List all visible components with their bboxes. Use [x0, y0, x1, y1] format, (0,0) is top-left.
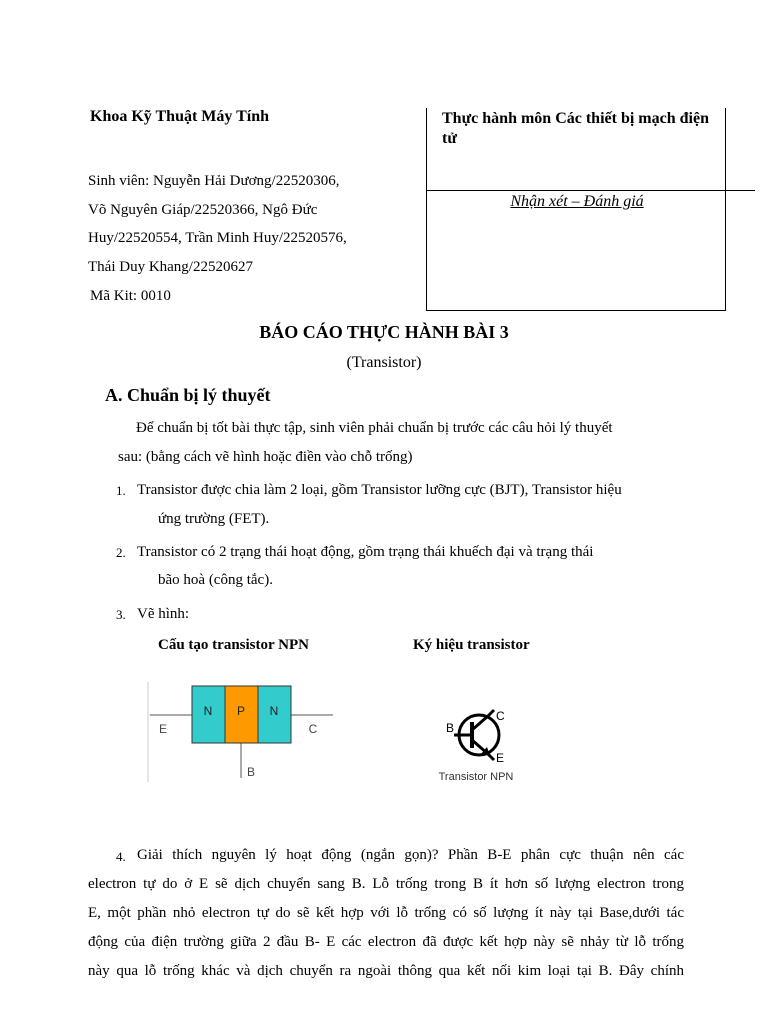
symbol-c-label: C	[496, 709, 505, 723]
npn-structure-diagram	[145, 682, 340, 784]
item-4-line-1	[137, 845, 684, 865]
review-box-divider	[427, 190, 755, 191]
item-4-line-1-text: Giải thích nguyên lý hoạt động (ngắn gọn)? Phần B-E phân cực thuận nên các	[137, 847, 684, 863]
student-line-4: Thái Duy Khang/22520627	[88, 259, 253, 275]
item-4-line-3	[88, 903, 684, 923]
item-2-line-2: bão hoà (công tắc).	[158, 572, 273, 588]
transistor-npn-symbol	[430, 700, 530, 786]
student-line-3: Huy/22520554, Trần Minh Huy/22520576,	[88, 230, 347, 246]
collector-label: C	[308, 722, 318, 736]
item-4-number: 4.	[116, 849, 126, 864]
transistor-symbol-caption: Ký hiệu transistor	[413, 637, 530, 653]
item-3-number: 3.	[116, 607, 126, 622]
npn-structure-caption: Cấu tạo transistor NPN	[158, 637, 309, 653]
student-line-1: Sinh viên: Nguyễn Hải Dương/22520306,	[88, 173, 340, 189]
item-4-line-4-text: động của điện trường giữa 2 đầu B- E các electron đã được kết hợp này sẽ nhảy từ lỗ trống	[88, 934, 684, 950]
symbol-b-label: B	[446, 721, 455, 735]
n-label-emitter: N	[203, 704, 213, 718]
symbol-collector-line	[472, 716, 488, 730]
item-4-line-5	[88, 961, 684, 981]
symbol-caption-label: Transistor NPN	[438, 771, 514, 783]
symbol-e-label: E	[496, 751, 505, 765]
review-label: Nhận xét – Đánh giá	[510, 193, 644, 210]
item-3-line-1: Vẽ hình:	[137, 606, 190, 622]
course-title: Thực hành môn Các thiết bị mạch điện tử	[442, 110, 709, 147]
base-label: B	[246, 765, 256, 779]
n-label-collector: N	[269, 704, 279, 718]
section-a-heading: A. Chuẩn bị lý thuyết	[105, 385, 271, 405]
emitter-label: E	[158, 722, 168, 736]
report-subtitle: (Transistor)	[346, 354, 422, 371]
item-2-number: 2.	[116, 545, 126, 560]
symbol-collector-lead	[488, 710, 494, 716]
item-1-line-2: ứng trường (FET).	[158, 511, 270, 527]
kit-number: Mã Kit: 0010	[90, 288, 171, 304]
item-4-line-3-text: E, một phần nhỏ electron tự do sẽ kết hợp với lỗ trống có số lượng ít này tại Base,dưới tác	[88, 905, 684, 921]
p-label-base: P	[236, 704, 246, 718]
faculty-name: Khoa Kỹ Thuật Máy Tính	[90, 108, 270, 125]
report-title: BÁO CÁO THỰC HÀNH BÀI 3	[259, 322, 509, 342]
item-1-line-1: Transistor được chia làm 2 loại, gồm Transistor lưỡng cực (BJT), Transistor hiệu	[137, 482, 622, 498]
intro-line-2: sau: (bằng cách vẽ hình hoặc điền vào chỗ trống)	[118, 449, 413, 465]
item-1-number: 1.	[116, 483, 126, 498]
student-line-2: Võ Nguyên Giáp/22520366, Ngô Đức	[88, 202, 318, 218]
item-4-line-4	[88, 932, 684, 952]
item-4-line-5-text: này qua lỗ trống khác và dịch chuyển ra ngoài thông qua kết nối kim loại tại B. Đây chính	[88, 963, 684, 979]
item-4-line-2-text: electron tự do ở E sẽ dịch chuyển sang B. Lỗ trống trong B ít hơn số lượng electron trong	[88, 876, 684, 892]
intro-line-1: Để chuẩn bị tốt bài thực tập, sinh viên phải chuẩn bị trước các câu hỏi lý thuyết	[136, 420, 613, 436]
item-2-line-1: Transistor có 2 trạng thái hoạt động, gồm trạng thái khuếch đại và trạng thái	[137, 544, 594, 560]
item-4-line-2	[88, 874, 684, 894]
